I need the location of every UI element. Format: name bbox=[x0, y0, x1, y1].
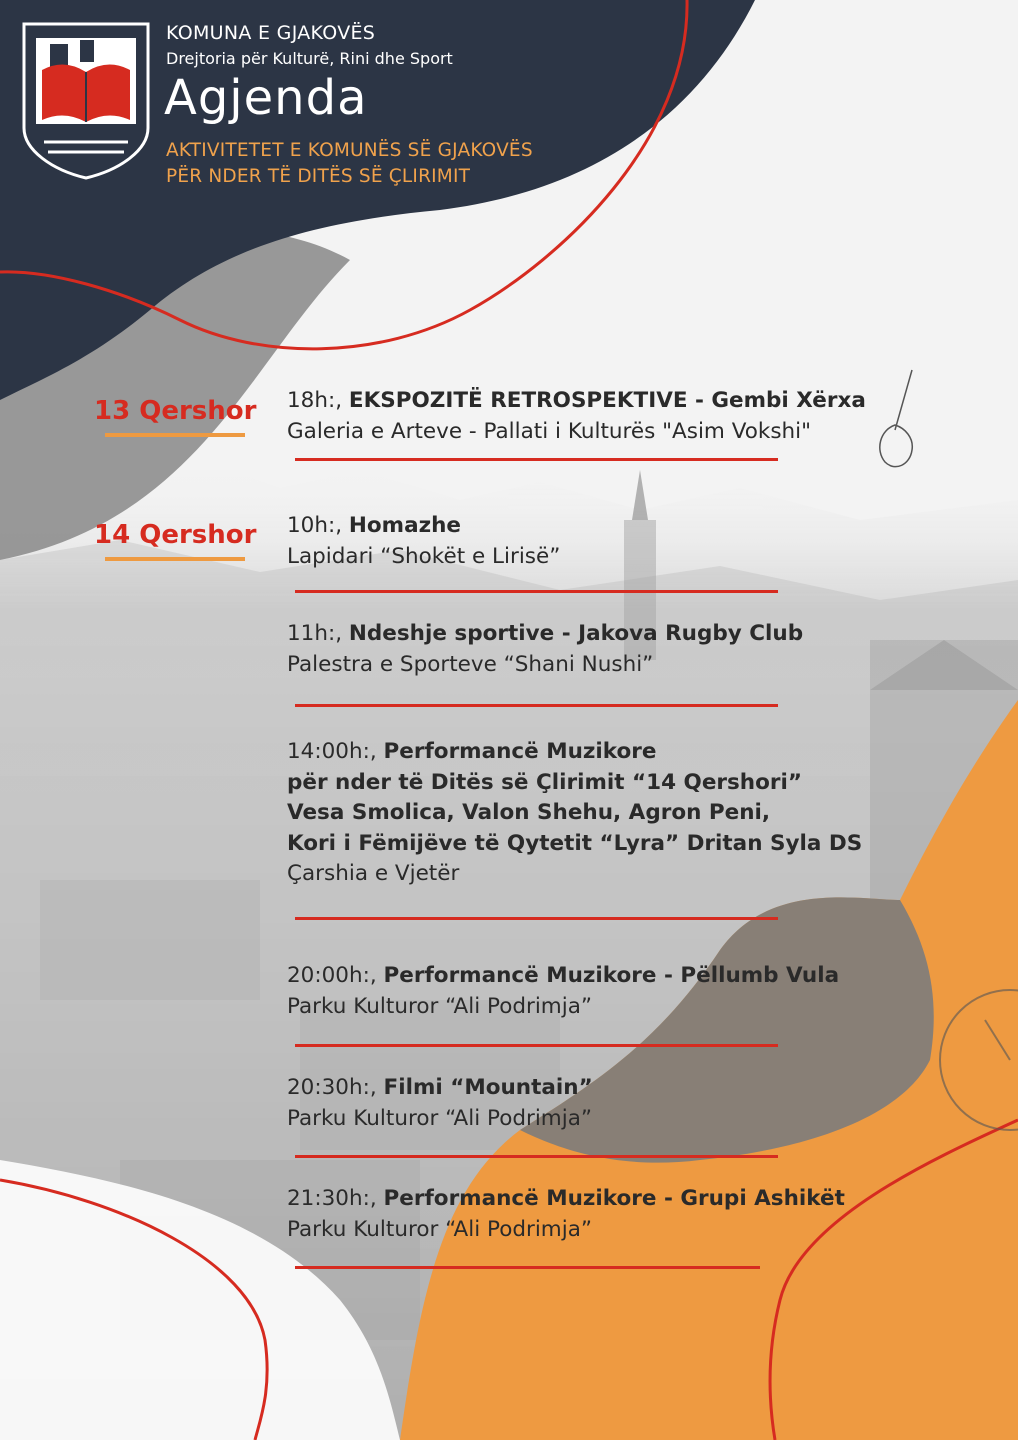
date-label-13: 13 Qershor bbox=[94, 396, 257, 426]
event-item bbox=[287, 1184, 845, 1245]
event-venue: Palestra e Sporteve “Shani Nushi” bbox=[287, 651, 654, 677]
event-separator bbox=[295, 1266, 760, 1269]
event-title-line: Vesa Smolica, Valon Shehu, Agron Peni, bbox=[287, 800, 771, 825]
event-item bbox=[287, 386, 866, 447]
event-separator bbox=[295, 458, 778, 461]
event-title: Performancë Muzikore - Grupi Ashikët bbox=[383, 1186, 845, 1211]
event-separator bbox=[295, 590, 778, 593]
subtitle-line-2: PËR NDER TË DITËS SË ÇLIRIMIT bbox=[166, 166, 471, 187]
event-separator bbox=[295, 917, 778, 920]
date-label-14: 14 Qershor bbox=[94, 520, 257, 550]
event-title: Performancë Muzikore bbox=[383, 739, 657, 764]
event-title: Performancë Muzikore - Pëllumb Vula bbox=[383, 963, 840, 988]
event-venue: Parku Kulturor “Ali Podrimja” bbox=[287, 993, 593, 1019]
event-time: 14:00h:, bbox=[287, 739, 377, 764]
event-title: EKSPOZITË RETROSPEKTIVE - Gembi Xërxa bbox=[348, 388, 866, 413]
event-venue: Parku Kulturor “Ali Podrimja” bbox=[287, 1105, 593, 1131]
event-item bbox=[287, 1073, 593, 1134]
event-item bbox=[287, 511, 560, 572]
page-title: Agjenda bbox=[164, 70, 368, 126]
event-time: 21:30h:, bbox=[287, 1186, 377, 1211]
event-title-line: Kori i Fëmijëve të Qytetit “Lyra” Dritan Syla DS bbox=[287, 830, 863, 856]
date-underline bbox=[105, 433, 245, 437]
event-time: 18h:, bbox=[287, 388, 343, 413]
event-separator bbox=[295, 704, 778, 707]
event-venue: Çarshia e Vjetër bbox=[287, 861, 460, 886]
event-time: 10h:, bbox=[287, 513, 343, 538]
event-title-line: për nder të Ditës së Çlirimit “14 Qershori” bbox=[287, 769, 802, 795]
event-venue: Parku Kulturor “Ali Podrimja” bbox=[287, 1216, 593, 1242]
organization-name: KOMUNA E GJAKOVËS bbox=[166, 22, 376, 44]
event-time: 20:00h:, bbox=[287, 963, 377, 988]
event-item bbox=[287, 961, 839, 1022]
event-title: Filmi “Mountain” bbox=[383, 1075, 593, 1100]
department-name: Drejtoria për Kulturë, Rini dhe Sport bbox=[166, 49, 453, 68]
event-venue: Galeria e Arteve - Pallati i Kulturës "Asim Vokshi" bbox=[287, 418, 812, 444]
subtitle-line-1: AKTIVITETET E KOMUNËS SË GJAKOVËS bbox=[166, 140, 533, 161]
event-title: Ndeshje sportive - Jakova Rugby Club bbox=[348, 621, 804, 646]
event-item bbox=[287, 737, 862, 890]
event-separator bbox=[295, 1044, 778, 1047]
event-time: 20:30h:, bbox=[287, 1075, 377, 1100]
event-time: 11h:, bbox=[287, 621, 343, 646]
event-separator bbox=[295, 1155, 778, 1158]
event-item bbox=[287, 619, 803, 680]
date-underline bbox=[105, 557, 245, 561]
event-venue: Lapidari “Shokët e Lirisë” bbox=[287, 543, 561, 569]
municipality-logo bbox=[20, 20, 152, 182]
event-title: Homazhe bbox=[348, 513, 461, 538]
